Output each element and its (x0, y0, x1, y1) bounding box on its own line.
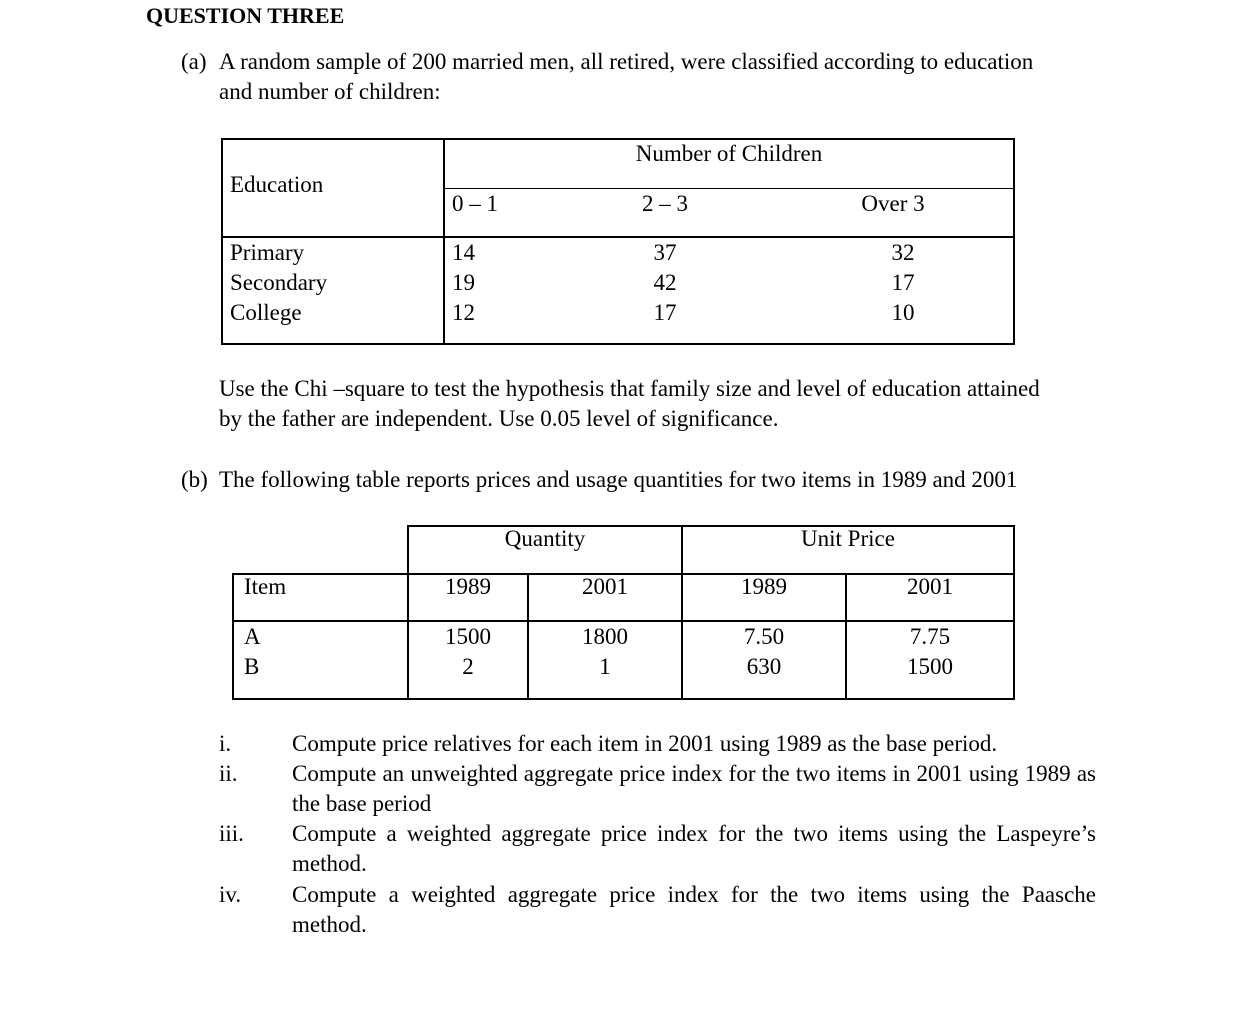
table-cell: 19 (452, 270, 475, 295)
task-text: Compute price relatives for each item in 2001 using 1989 as the base period. (292, 731, 998, 756)
column-values (847, 622, 1013, 682)
table-cell: 2 (462, 654, 474, 679)
task-number: iii. (219, 821, 244, 846)
group-header-unit-price: Unit Price (801, 526, 895, 551)
column-values (683, 622, 845, 682)
part-a-intro-line1: A random sample of 200 married men, all retired, were classified according to education (219, 49, 1034, 74)
column-header-item: Item (244, 574, 287, 599)
table-cell: 1500 (907, 654, 953, 679)
part-b-label: (b) (181, 467, 208, 492)
column-header: 1989 (741, 574, 787, 599)
column-header: 0 – 1 (452, 191, 498, 216)
column-header: 2001 (582, 574, 628, 599)
table-cell: 1500 (445, 624, 491, 649)
table-divider (443, 188, 1013, 189)
group-header-quantity: Quantity (504, 526, 586, 551)
item-labels (244, 622, 261, 682)
group-header-children: Number of Children (635, 141, 823, 166)
table-cell: 17 (653, 300, 677, 325)
table-cell: 1800 (582, 624, 628, 649)
task-number: ii. (219, 761, 238, 786)
column-values (605, 238, 725, 328)
question-heading: QUESTION THREE (146, 3, 345, 28)
table-row-label: Secondary (230, 270, 328, 295)
table-row-label: Primary (230, 240, 305, 265)
column-values (452, 238, 475, 328)
part-a-label: (a) (181, 49, 207, 74)
column-header: 1989 (445, 574, 491, 599)
table-row-label: A (244, 624, 261, 649)
part-a-instruction-line1: Use the Chi –square to test the hypothesis that family size and level of education attained (219, 376, 1040, 401)
price-quantity-table (232, 525, 1015, 700)
table-cell: 7.50 (743, 624, 785, 649)
table-cell: 1 (599, 654, 611, 679)
part-a-instruction-line2: by the father are independent. Use 0.05 level of significance. (219, 406, 779, 431)
children-education-table (221, 138, 1015, 345)
table-row-label: College (230, 300, 302, 325)
table-cell: 32 (891, 240, 915, 265)
table-cell: 37 (653, 240, 677, 265)
task-number: i. (219, 731, 232, 756)
table-cell: 14 (452, 240, 475, 265)
column-values (843, 238, 963, 328)
task-number: iv. (219, 882, 242, 907)
column-header: 2001 (907, 574, 953, 599)
part-b-intro: The following table reports prices and usage quantities for two items in 1989 and 2001 (219, 467, 1018, 492)
task-text: Compute a weighted aggregate price index for the two items using the Paasche method. (292, 882, 1096, 937)
table-cell: 17 (891, 270, 915, 295)
column-values (529, 622, 681, 682)
table-divider (443, 140, 445, 343)
task-text: Compute a weighted aggregate price index for the two items using the Laspeyre’s method. (292, 821, 1096, 876)
table-cell: 630 (746, 654, 782, 679)
table-cell: 42 (653, 270, 677, 295)
column-header: Over 3 (861, 191, 925, 216)
part-a-intro-line2: and number of children: (219, 79, 441, 104)
table-cell: 7.75 (909, 624, 951, 649)
table-row-label: B (244, 654, 260, 679)
column-header: 2 – 3 (642, 191, 688, 216)
row-labels (230, 238, 327, 328)
row-header-education: Education (230, 172, 324, 197)
task-text: Compute an unweighted aggregate price index for the two items in 2001 using 1989 as the base period (292, 761, 1096, 816)
column-values (409, 622, 527, 682)
table-cell: 12 (452, 300, 475, 325)
table-cell: 10 (891, 300, 915, 325)
